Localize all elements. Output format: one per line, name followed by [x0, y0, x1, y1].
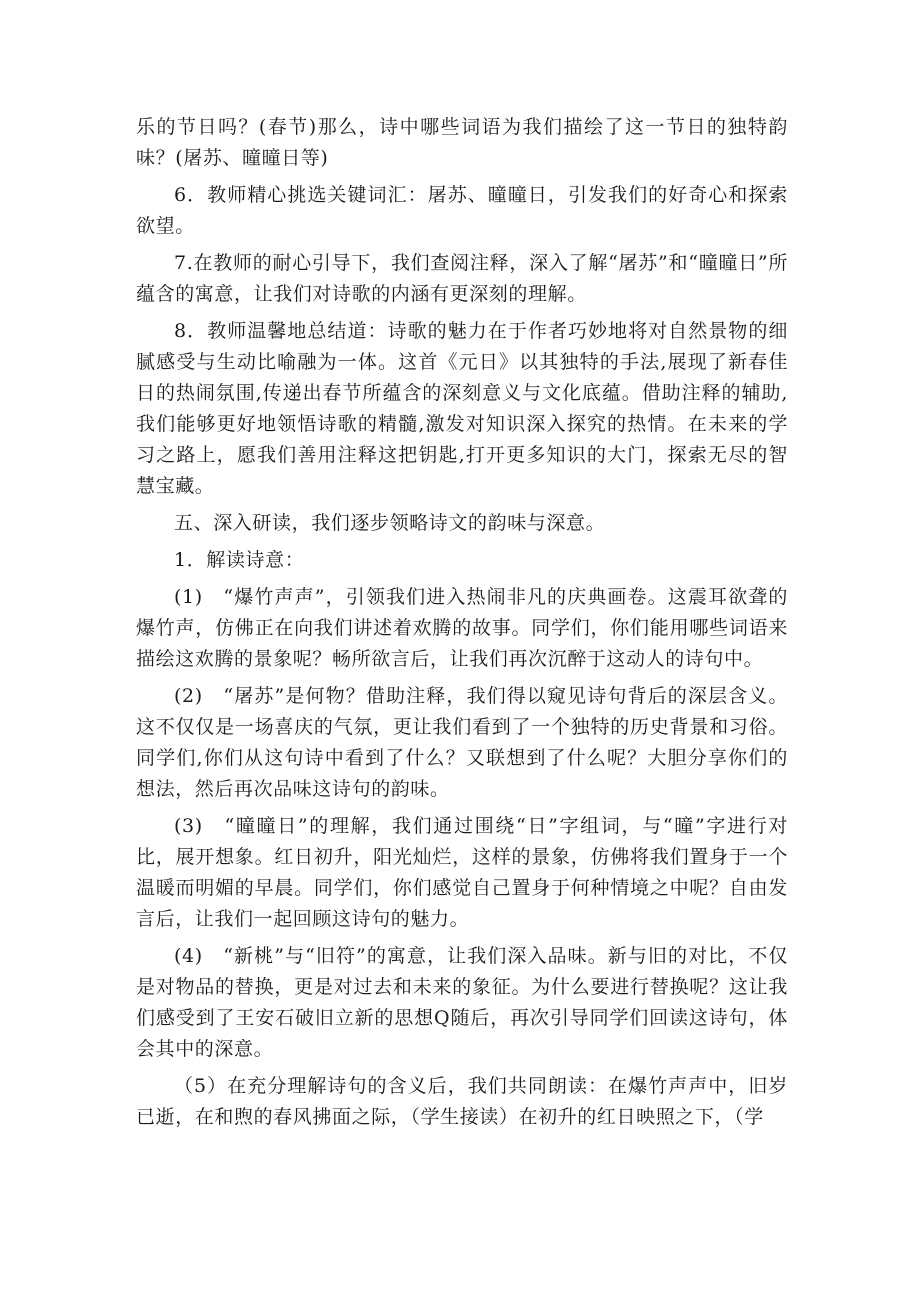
- document-body: [136, 112, 788, 1139]
- paragraph-item-6: 6．教师精心挑选关键词汇：屠苏、曈曈日，引发我们的好奇心和探索欲望。: [136, 184, 788, 237]
- paragraph-item-8: 8．教师温馨地总结道：诗歌的魅力在于作者巧妙地将对自然景物的细腻感受与生动比喻融为一体。这首《元日》以其独特的手法,展现了新春佳日的热闹氛围,传递出春节所蕴含的深刻意义与文化底蕴。借助注释的辅助,我们能够更好地领悟诗歌的精髓,激发对知识深入探究的热情。在未来的学习之路上，愿我们善用注释这把钥匙,打开更多知识的大门，探索无尽的智慧宝藏。: [136, 320, 788, 497]
- paragraph-sub-2: (2) “屠苏”是何物？借助注释，我们得以窥见诗句背后的深层含义。这不仅仅是一场喜庆的气氛，更让我们看到了一个独特的历史背景和习俗。同学们,你们从这句诗中看到了什么？又联想到了什么呢？大胆分享你们的想法，然后再次品味这诗句的韵味。: [136, 685, 788, 800]
- paragraph-item-7: 7.在教师的耐心引导下，我们查阅注释，深入了解“屠苏”和“曈曈日”所蕴含的寓意，让我们对诗歌的内涵有更深刻的理解。: [136, 252, 788, 305]
- paragraph-sub-4: (4) “新桃”与“旧符”的寓意，让我们深入品味。新与旧的对比，不仅是对物品的替换，更是对过去和未来的象征。为什么要进行替换呢？这让我们感受到了王安石破旧立新的思想Q随后，再次引导同学们回读这诗句，体会其中的深意。: [136, 945, 788, 1060]
- paragraph-sub-5: （5）在充分理解诗句的含义后，我们共同朗读：在爆竹声声中，旧岁已逝，在和煦的春风拂面之际，（学生接读）在初升的红日映照之下，（学: [136, 1075, 788, 1128]
- paragraph-sub-3: (3) “曈曈日”的理解，我们通过围绕“日”字组词，与“曈”字进行对比，展开想象。红日初升，阳光灿烂，这样的景象，仿佛将我们置身于一个温暖而明媚的早晨。同学们，你们感觉自己置身于何种情境之中呢？自由发言后，让我们一起回顾这诗句的魅力。: [136, 815, 788, 930]
- paragraph-continuation: 乐的节日吗？(春节)那么，诗中哪些词语为我们描绘了这一节日的独特韵味？(屠苏、曈曈日等): [136, 116, 788, 169]
- paragraph-sub-1: (1) “爆竹声声”，引领我们进入热闹非凡的庆典画卷。这震耳欲聋的爆竹声，仿佛正在向我们讲述着欢腾的故事。同学们，你们能用哪些词语来描绘这欢腾的景象呢？畅所欲言后，让我们再次沉醉于这动人的诗句中。: [136, 586, 788, 670]
- section-heading-5: 五、深入研读，我们逐步领略诗文的韵味与深意。: [174, 512, 606, 534]
- subsection-heading-1: 1．解读诗意：: [174, 549, 305, 571]
